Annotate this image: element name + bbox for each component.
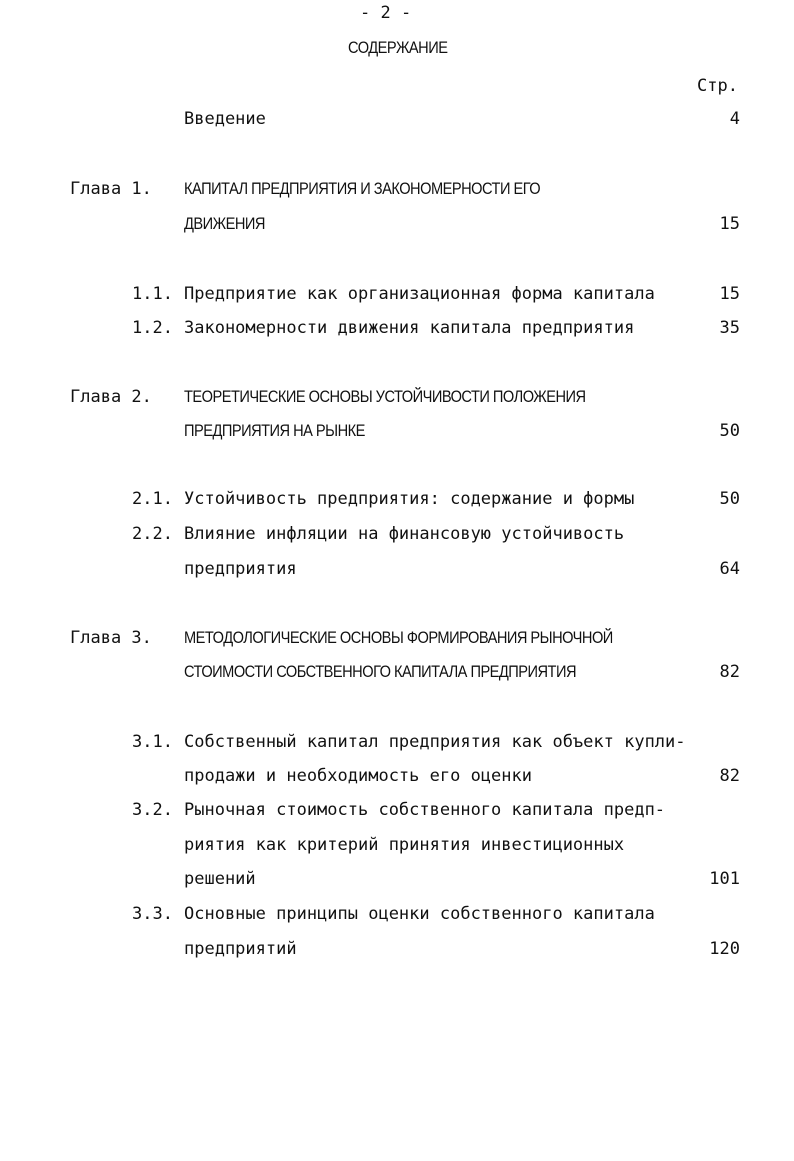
chapter-2-title-line2: ПРЕДПРИЯТИЯ НА РЫНКЕ (184, 421, 365, 440)
section-3-3-page: 120 (709, 939, 740, 959)
chapter-1-title-line2: ДВИЖЕНИЯ (184, 214, 265, 233)
chapter-3-page: 82 (719, 662, 740, 682)
page-column-label: Стр. (697, 76, 738, 96)
chapter-1-page: 15 (719, 214, 740, 234)
section-3-1-title-line1: Собственный капитал предприятия как объект купли- (184, 732, 686, 752)
chapter-3-label: Глава 3. (70, 628, 152, 648)
section-1-1-number: 1.1. (132, 284, 173, 304)
section-3-2-page: 101 (709, 869, 740, 889)
section-3-3-number: 3.3. (132, 904, 173, 924)
section-3-2-title-line1: Рыночная стоимость собственного капитала предп- (184, 800, 666, 820)
section-2-1-title: Устойчивость предприятия: содержание и формы (184, 489, 635, 509)
section-1-2-title: Закономерности движения капитала предприятия (184, 318, 635, 338)
section-2-2-title-line1: Влияние инфляции на финансовую устойчивость (184, 524, 625, 544)
toc-heading: СОДЕРЖАНИЕ (348, 38, 448, 57)
section-1-2-number: 1.2. (132, 318, 173, 338)
chapter-3-title-line2: СТОИМОСТИ СОБСТВЕННОГО КАПИТАЛА ПРЕДПРИЯТИЯ (184, 662, 577, 681)
section-3-1-page: 82 (719, 766, 740, 786)
section-1-1-title: Предприятие как организационная форма капитала (184, 284, 655, 304)
section-2-1-number: 2.1. (132, 489, 173, 509)
section-2-2-page: 64 (719, 559, 740, 579)
section-1-1-page: 15 (719, 284, 740, 304)
section-3-1-title-line2: продажи и необходимость его оценки (184, 766, 532, 786)
chapter-1-title-line1: КАПИТАЛ ПРЕДПРИЯТИЯ И ЗАКОНОМЕРНОСТИ ЕГО (184, 179, 541, 198)
chapter-2-page: 50 (719, 421, 740, 441)
section-3-3-title-line1: Основные принципы оценки собственного капитала (184, 904, 655, 924)
section-3-2-title-line2: риятия как критерий принятия инвестиционных (184, 835, 625, 855)
section-2-1-page: 50 (719, 489, 740, 509)
chapter-3-title-line1: МЕТОДОЛОГИЧЕСКИЕ ОСНОВЫ ФОРМИРОВАНИЯ РЫНОЧНОЙ (184, 628, 613, 647)
chapter-2-title-line1: ТЕОРЕТИЧЕСКИЕ ОСНОВЫ УСТОЙЧИВОСТИ ПОЛОЖЕНИЯ (184, 387, 586, 406)
section-3-1-number: 3.1. (132, 732, 173, 752)
toc-entry-intro-page: 4 (729, 109, 740, 129)
section-2-2-title-line2: предприятия (184, 559, 297, 579)
section-3-3-title-line2: предприятий (184, 939, 297, 959)
toc-entry-intro-title: Введение (184, 109, 266, 129)
section-3-2-title-line3: решений (184, 869, 256, 889)
chapter-2-label: Глава 2. (70, 387, 152, 407)
section-3-2-number: 3.2. (132, 800, 173, 820)
chapter-1-label: Глава 1. (70, 179, 152, 199)
section-2-2-number: 2.2. (132, 524, 173, 544)
section-1-2-page: 35 (719, 318, 740, 338)
page-number: - 2 - (360, 3, 412, 23)
